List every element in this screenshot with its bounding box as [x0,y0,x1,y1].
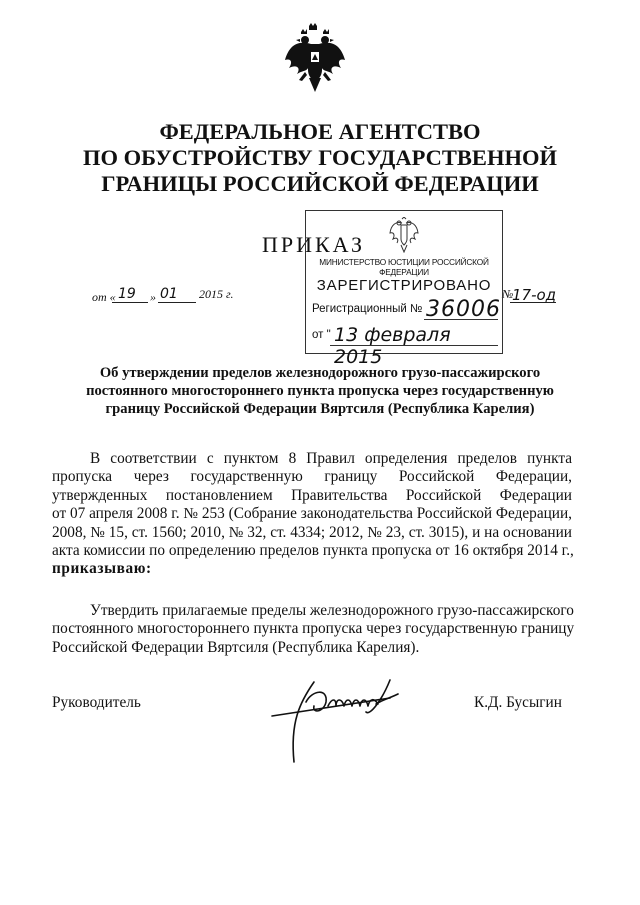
preamble-line: 2008, № 15, ст. 1560; 2010, № 32, ст. 4334; 2012, № 23, ст. 3015), и на основании [52,523,572,541]
preamble-line: пропуска через государственную границу Российской Федерации, [52,468,572,486]
coat-of-arms-icon [283,22,347,94]
date-prefix: от « [92,290,116,304]
handwritten-signature [270,672,420,768]
stamp-reg-date: 13 февраля 2015 [334,324,451,368]
agency-name-line-1: ФЕДЕРАЛЬНОЕ АГЕНТСТВО [159,119,481,144]
document-type: ПРИКАЗ [262,232,366,257]
date-month-underline [158,302,196,303]
stamp-registered: ЗАРЕГИСТРИРОВАНО [316,277,492,294]
order-title-line-3: границу Российской Федерации Вяртсиля (Республика Карелия) [105,401,535,417]
order-title-line-2: постоянного многостороннего пункта пропуска через государственную [86,383,554,399]
date-day: 19 [118,286,136,302]
preamble-line: от 07 апреля 2008 г. № 253 (Собрание законодательства Российской Федерации, [52,505,572,523]
agency-name-line-3: ГРАНИЦЫ РОССИЙСКОЙ ФЕДЕРАЦИИ [101,171,539,196]
date-day-underline [112,302,148,303]
preamble-line: утвержденных постановлением Правительства Российской Федерации [52,486,572,504]
date-month: 01 [160,286,178,302]
resolution-line: Утвердить прилагаемые пределы железнодорожного грузо-пассажирского [90,602,574,619]
date-separator: » [150,290,156,304]
resolution-line: постоянного многостороннего пункта пропуска через государственную границу [52,620,575,638]
doc-number: 17-од [512,286,557,304]
stamp-ministry: МИНИСТЕРСТВО ЮСТИЦИИ РОССИЙСКОЙ ФЕДЕРАЦИИ [319,257,489,277]
order-title-line-1: Об утверждении пределов железнодорожного грузо-пассажирского [99,365,541,381]
stamp-date-label: от " [312,329,331,341]
date-year: 2015 г. [199,287,234,301]
order-verb: приказываю: [52,560,152,578]
preamble-line: В соответствии с пунктом 8 Правил определения пределов пункта [90,450,572,467]
stamp-reg-number: 36006 [426,297,501,322]
doc-number-prefix: № [502,287,514,301]
registration-stamp [305,210,503,368]
resolution-paragraph [52,602,575,657]
stamp-reg-number-label: Регистрационный № [312,303,423,315]
stamp-coat-of-arms-icon [388,217,420,253]
resolution-line: Российской Федерации Вяртсиля (Республика Карелия). [52,638,420,656]
preamble-paragraph [52,450,572,579]
preamble-line: акта комиссии по определению пределов пункта пропуска от 16 октября 2014 г., [52,541,574,559]
signatory-title: Руководитель [52,694,141,711]
agency-name-line-2: ПО ОБУСТРОЙСТВУ ГОСУДАРСТВЕННОЙ [83,145,557,170]
signatory-name: К.Д. Бусыгин [474,694,562,711]
